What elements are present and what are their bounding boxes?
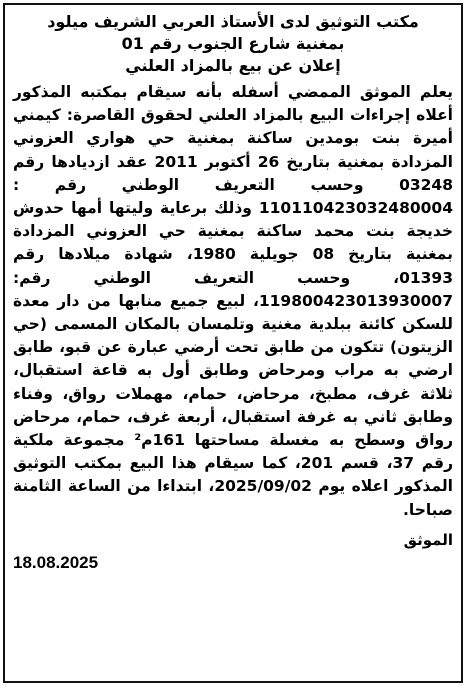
notice-body: يعلم الموثق الممضي أسفله بأنه سيقام بمكتبه المذكور أعلاه إجراءات البيع بالمزاد العلني لحقوق القاصرة: كيمني أميرة بنت بومدين ساكنة بمغنية حي هواري العزوني المزدادة بمغنية بتاريخ 26 أكتوبر 2011 عقد ازديادها رقم 03248 وحسب التعريف الوطني رقم : 110110423032480004 وذلك برعاية وليتها أمها حدوش خديجة بنت محمد ساكنة بمغنية حي العزوني المزدادة بمغنية بتاريخ 08 جويلية 1980، شهادة ميلادها رقم 01393، وحسب التعريف الوطني رقم: 119800423013930007، لبيع جميع منابها من دار معدة للسكن كائنة ببلدية مغنية وتلمسان بالمكان المسمى (حي الزيتون) تتكون من طابق تحت أرضي عبارة عن قبو، طابق ارضي به مراب ومرحاض وطابق أول به قاعة استقبال، ثلاثة غرف، مطبخ، مرحاض، حمام، مهملات رواق، وفناء وطابق ثاني به غرفة استقبال، أربعة غرف، حمام، مرحاض رواق وسطح به مغسلة مساحتها 161م² مجموعة ملكية رقم 37، قسم 201، كما سيقام هذا البيع بمكتب التوثيق المذكور اعلاه يوم 2025/09/02، ابتداءا من الساعة الثامنة صباحا. bbox=[13, 83, 453, 519]
notice-header bbox=[13, 11, 453, 77]
office-address: بمغنية شارع الجنوب رقم 01 bbox=[121, 34, 345, 53]
signature-title: الموثق bbox=[403, 530, 453, 549]
signature-date: 18.08.2025 bbox=[13, 552, 99, 572]
office-name: مكتب التوثيق لدى الأستاذ العربي الشريف ميلود bbox=[47, 12, 419, 31]
notice-content bbox=[13, 11, 453, 675]
notice-title: إعلان عن بيع بالمزاد العلني bbox=[125, 56, 341, 75]
notice-frame bbox=[3, 3, 463, 683]
